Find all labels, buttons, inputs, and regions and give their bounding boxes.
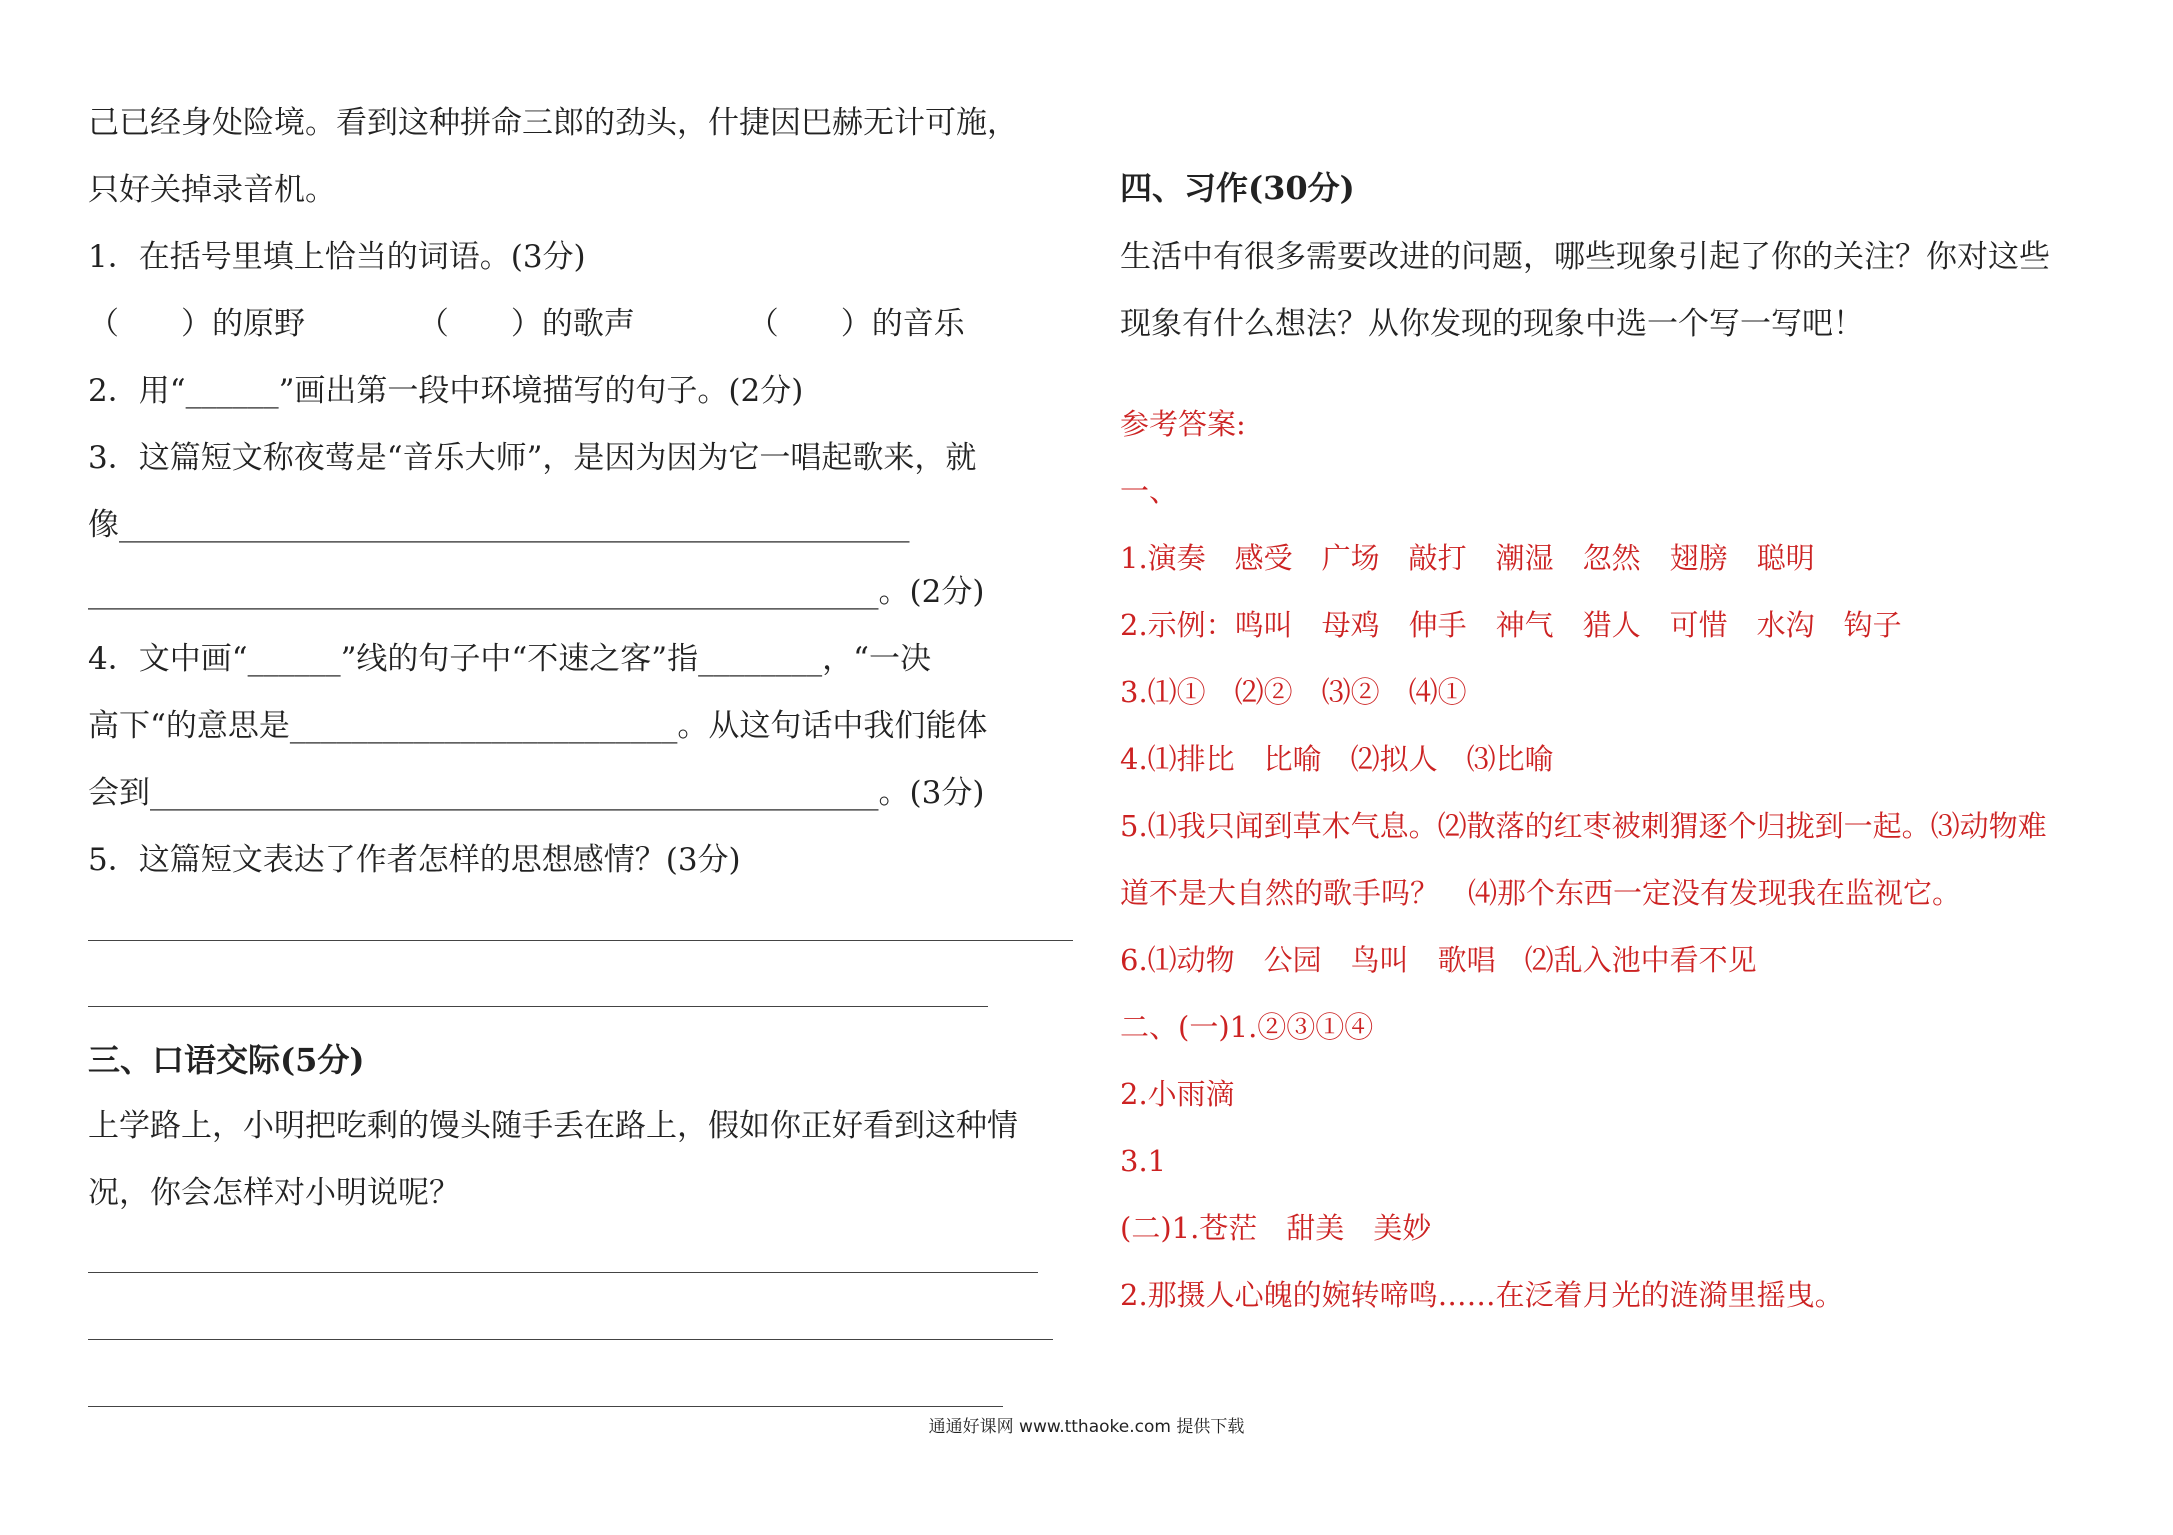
- answer-11: 2.那摄人心魄的婉转啼鸣……在泛着月光的涟漪里摇曳。: [1120, 1278, 1844, 1312]
- question-4-line-3: 会到_______________________________________________。(3分): [88, 775, 985, 811]
- section-3-title: 三、口语交际(5分): [88, 1041, 365, 1079]
- question-1-options: [88, 304, 965, 344]
- answer-blank-line: [88, 1339, 1053, 1340]
- answer-3: 3.⑴① ⑵② ⑶② ⑷①: [1120, 675, 1467, 709]
- question-4: 4．文中画“______”线的句子中“不速之客”指________，“一决: [88, 641, 931, 677]
- answer-9: 3.1: [1120, 1144, 1167, 1178]
- answer-key-title: 参考答案:: [1120, 407, 1246, 441]
- section-3-prompt-line-1: 上学路上，小明把吃剩的馒头随手丢在路上，假如你正好看到这种情: [88, 1108, 1018, 1144]
- answer-blank-line: [88, 1006, 988, 1007]
- question-3-line-3: ___________________________________________________。(2分): [88, 574, 985, 610]
- question-1: 1．在括号里填上恰当的词语。(3分): [88, 239, 586, 275]
- answer-2: 2.示例：鸣叫 母鸡 伸手 神气 猎人 可惜 水沟 钩子: [1120, 608, 1902, 642]
- answer-blank-line: [88, 1272, 1038, 1273]
- question-4-line-2: 高下“的意思是_________________________。从这句话中我们能体: [88, 708, 988, 744]
- question-3: 3．这篇短文称夜莺是“音乐大师”，是因为因为它一唱起歌来，就: [88, 440, 977, 476]
- answer-4: 4.⑴排比 比喻 ⑵拟人 ⑶比喻: [1120, 742, 1554, 776]
- passage-line-2: 只好关掉录音机。: [88, 172, 336, 208]
- question-2: 2．用“______”画出第一段中环境描写的句子。(2分): [88, 373, 804, 409]
- option-3: （ ）的音乐: [747, 306, 965, 342]
- passage-line-1: 己已经身处险境。看到这种拼命三郎的劲头，什捷因巴赫无计可施，: [88, 105, 1018, 141]
- section-4-prompt-line-1: 生活中有很多需要改进的问题，哪些现象引起了你的关注？你对这些: [1120, 239, 2050, 275]
- answer-8: 2.小雨滴: [1120, 1077, 1235, 1111]
- answer-6: 6.⑴动物 公园 鸟叫 歌唱 ⑵乱入池中看不见: [1120, 943, 1757, 977]
- answer-10: (二)1.苍茫 甜美 美妙: [1120, 1211, 1432, 1245]
- option-1: （ ）的原野: [88, 306, 305, 342]
- question-3-line-2: 像___________________________________________________: [88, 507, 910, 543]
- answer-section-2: 二、(一)1.②③①④: [1120, 1010, 1374, 1044]
- answer-5-continued: 道不是大自然的歌手吗？ ⑷那个东西一定没有发现我在监视它。: [1120, 876, 1962, 910]
- section-3-prompt-line-2: 况，你会怎样对小明说呢？: [88, 1175, 460, 1211]
- section-4-title: 四、习作(30分): [1120, 169, 1355, 207]
- answer-section-1: 一、: [1120, 474, 1179, 508]
- answer-5: 5.⑴我只闻到草木气息。⑵散落的红枣被刺猬逐个归拢到一起。⑶动物难: [1120, 809, 2047, 843]
- footer-watermark: 通通好课网 www.tthaoke.com 提供下载: [928, 1417, 1245, 1437]
- answer-blank-line: [88, 940, 1073, 941]
- answer-blank-line: [88, 1406, 1003, 1407]
- option-2: （ ）的歌声: [417, 306, 635, 342]
- section-4-prompt-line-2: 现象有什么想法？从你发现的现象中选一个写一写吧！: [1120, 306, 1864, 342]
- question-5: 5．这篇短文表达了作者怎样的思想感情？(3分): [88, 842, 741, 878]
- answer-1: 1.演奏 感受 广场 敲打 潮湿 忽然 翅膀 聪明: [1120, 541, 1815, 575]
